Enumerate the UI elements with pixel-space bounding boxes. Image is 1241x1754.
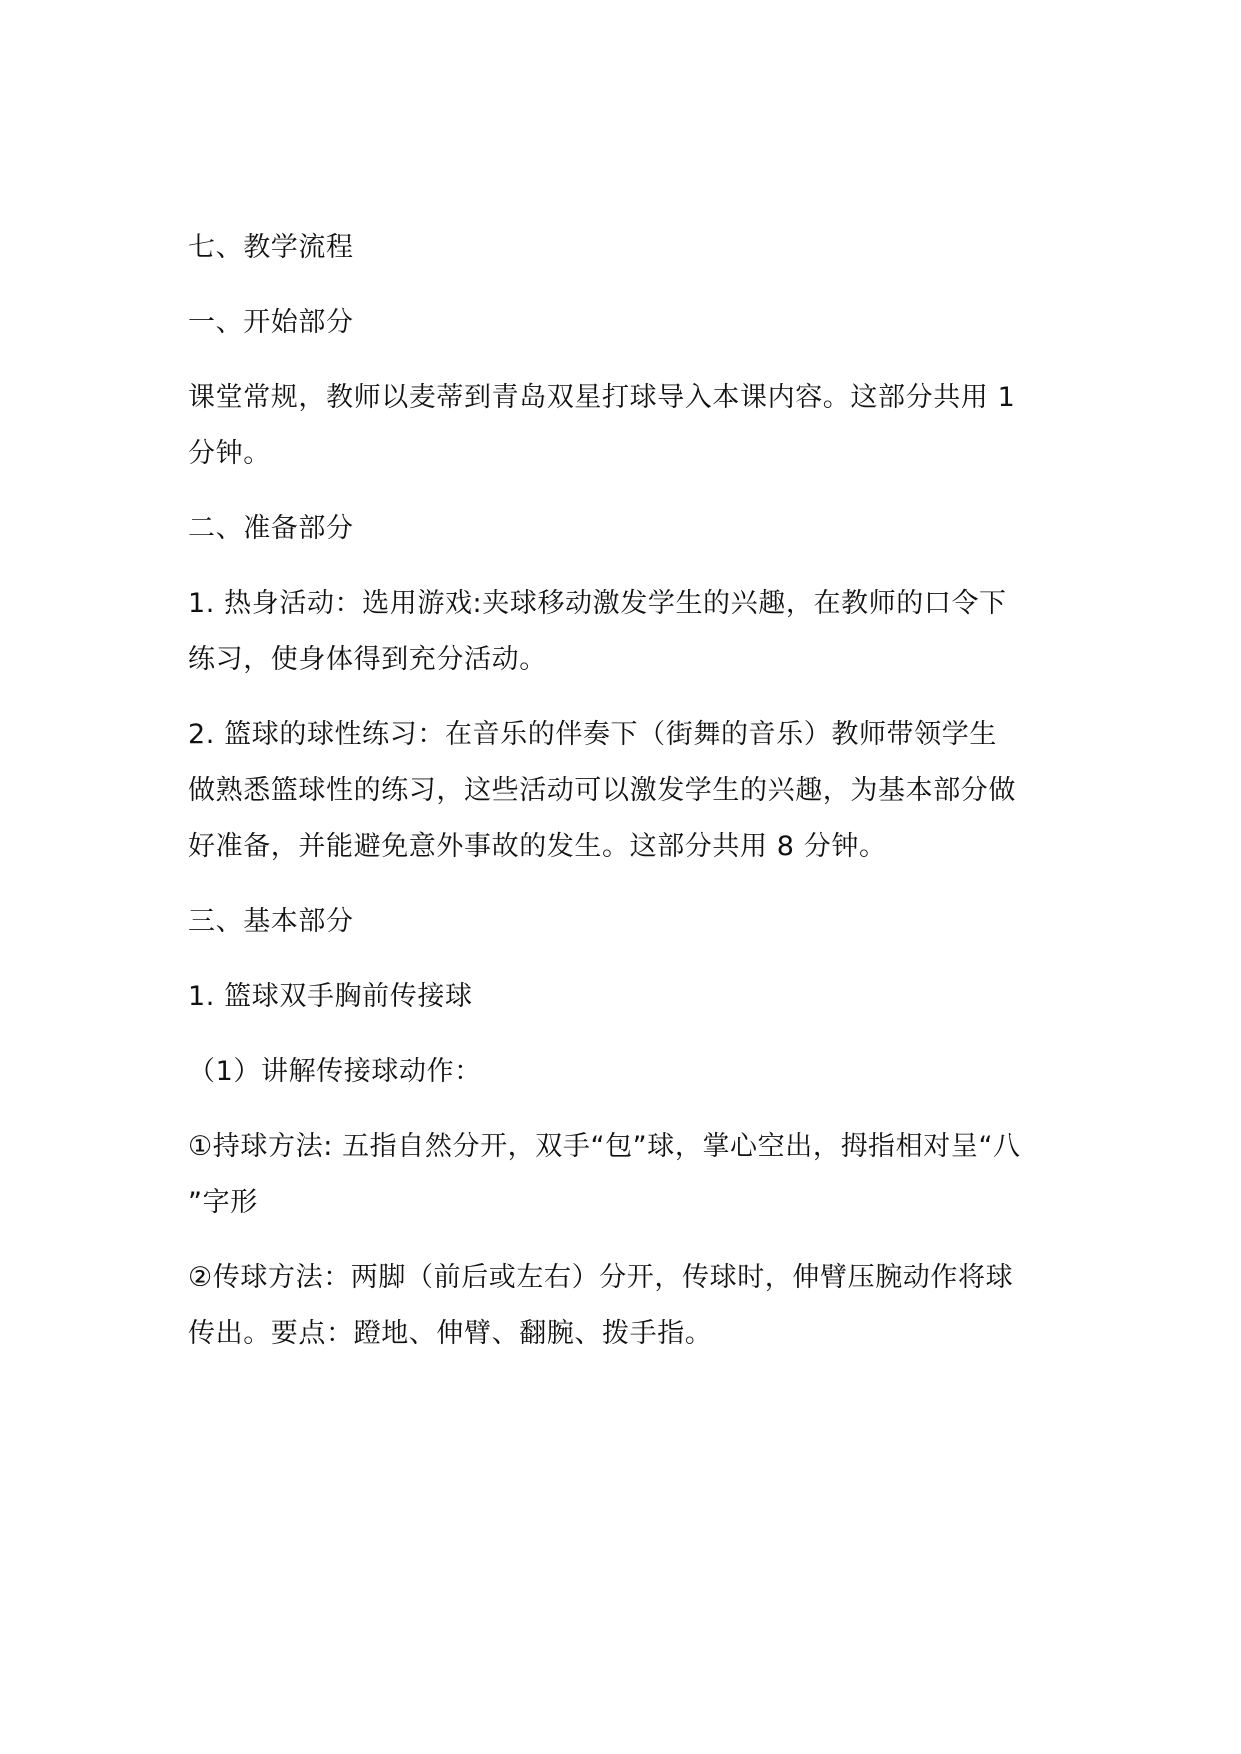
subheading: （1）讲解传接球动作： [188, 1056, 482, 1087]
paragraph-line: 好准备，并能避免意外事故的发生。这部分共用 8 分钟。 [188, 831, 887, 862]
section-heading-basic: 三、基本部分 [188, 906, 354, 937]
section-heading-opening: 一、开始部分 [188, 307, 354, 338]
paragraph-line: 课堂常规，教师以麦蒂到青岛双星打球导入本课内容。这部分共用 1 [188, 382, 1016, 413]
paragraph-line: 传出。要点：蹬地、伸臂、翻腕、拨手指。 [188, 1318, 713, 1349]
paragraph-line: ①持球方法: 五指自然分开，双手“包”球，掌心空出，拇指相对呈“八 [188, 1131, 1021, 1162]
section-heading-preparation: 二、准备部分 [188, 513, 354, 544]
paragraph-line: 分钟。 [188, 438, 271, 469]
paragraph-line: 1. 热身活动：选用游戏:夹球移动激发学生的兴趣，在教师的口令下 [188, 588, 1007, 619]
paragraph-line: ②传球方法：两脚（前后或左右）分开，传球时，伸臂压腕动作将球 [188, 1262, 1014, 1293]
document-page [188, 0, 1060, 1754]
paragraph-line: 做熟悉篮球性的练习，这些活动可以激发学生的兴趣，为基本部分做 [188, 775, 1016, 806]
paragraph-line: 2. 篮球的球性练习：在音乐的伴奏下（街舞的音乐）教师带领学生 [188, 719, 997, 750]
paragraph-line: ”字形 [188, 1187, 258, 1218]
section-heading-teaching-process: 七、教学流程 [188, 232, 354, 263]
subheading: 1. 篮球双手胸前传接球 [188, 981, 473, 1012]
paragraph-line: 练习，使身体得到充分活动。 [188, 644, 547, 675]
